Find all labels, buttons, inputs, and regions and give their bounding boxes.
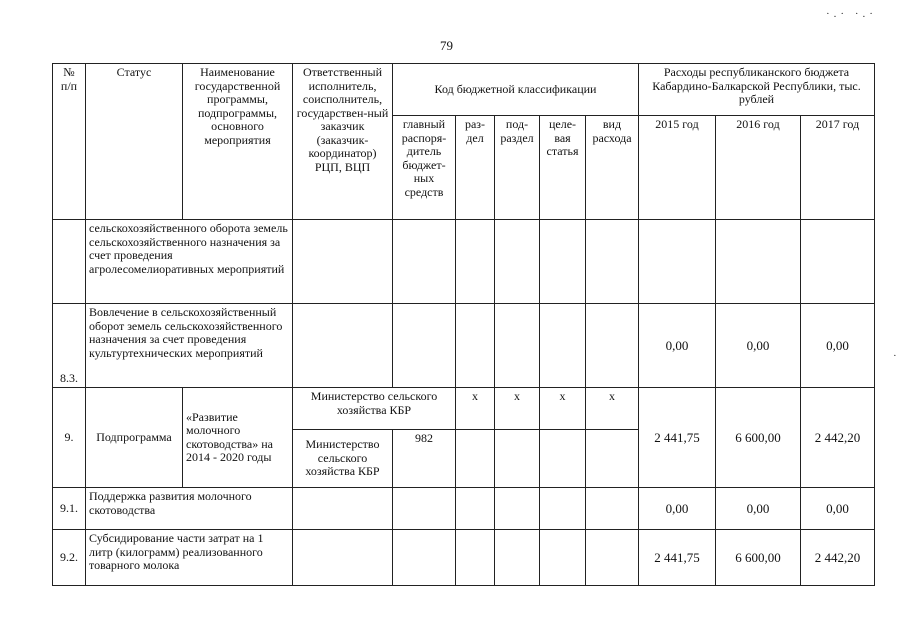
value-2016: 0,00 (716, 304, 801, 388)
row-num: 9. (53, 388, 86, 488)
row-text: Вовлечение в сельскохозяйственный оборот земель сельскохозяйственного назначения за счет проведения культуртехнических мероприятий (86, 304, 293, 388)
row-status: Подпрограмма (86, 388, 183, 488)
value-2017: 0,00 (801, 304, 875, 388)
row-executor-bottom: Министерство сельского хозяйства КБР (293, 430, 393, 488)
year-2015-header: 2015 год (639, 116, 716, 220)
value-2017: 0,00 (801, 488, 875, 530)
value-2016: 6 600,00 (716, 530, 801, 586)
value-2017: 2 442,20 (801, 388, 875, 488)
row-program-name: «Развитие молочного скотоводства» на 2014 - 2020 годы (183, 388, 293, 488)
x-mark: х (540, 388, 586, 430)
value-2016: 0,00 (716, 488, 801, 530)
code-col-manager: главный распоря-дитель бюджет-ных средств (393, 116, 456, 220)
value-2015: 0,00 (639, 488, 716, 530)
table-row (53, 488, 875, 530)
row-num: 8.3. (53, 304, 86, 388)
page-number: 79 (440, 38, 453, 53)
row-num: 9.2. (53, 530, 86, 586)
year-2017-header: 2017 год (801, 116, 875, 220)
value-2017: 2 442,20 (801, 530, 875, 586)
table-row (53, 220, 875, 304)
expenses-header: Расходы республиканского бюджета Кабардино-Балкарской Республики, тыс. рублей (639, 64, 875, 116)
year-2016-header: 2016 год (716, 116, 801, 220)
x-mark: х (456, 388, 495, 430)
col-executor-header: Ответственный исполнитель, соисполнитель, государствен-ный заказчик (заказчик-координатор) РЦП, ВЦП (293, 64, 393, 220)
value-2015: 2 441,75 (639, 388, 716, 488)
code-col-subsection: под-раздел (495, 116, 540, 220)
value-2015: 0,00 (639, 304, 716, 388)
x-mark: х (495, 388, 540, 430)
manager-code: 982 (393, 430, 456, 488)
code-col-target: целе-вая статья (540, 116, 586, 220)
header-row (53, 64, 875, 116)
table-row (53, 530, 875, 586)
code-col-section: раз-дел (456, 116, 495, 220)
table-row (53, 388, 875, 430)
row-text: Субсидирование части затрат на 1 литр (килограмм) реализованного товарного молока (86, 530, 293, 586)
row-num: 9.1. (53, 488, 86, 530)
budget-table (52, 63, 875, 586)
row-text: Поддержка развития молочного скотоводства (86, 488, 293, 530)
value-2016: 6 600,00 (716, 388, 801, 488)
x-mark: х (586, 388, 639, 430)
row-cont-text: сельскохозяйственного оборота земель сельскохозяйственного назначения за счет проведения агролесомелиоративных мероприятий (86, 220, 293, 304)
col-num-header: № п/п (53, 64, 86, 220)
value-2015: 2 441,75 (639, 530, 716, 586)
code-col-expense-type: вид расхода (586, 116, 639, 220)
col-name-header: Наименование государственной программы, подпрограммы, основного мероприятия (183, 64, 293, 220)
row-executor-top: Министерство сельского хозяйства КБР (293, 388, 456, 430)
table-row (53, 304, 875, 388)
scan-dot: · (893, 350, 897, 362)
budget-code-header: Код бюджетной классификации (393, 64, 639, 116)
scan-specks: ·.· ·.· (826, 8, 877, 20)
col-status-header: Статус (86, 64, 183, 220)
